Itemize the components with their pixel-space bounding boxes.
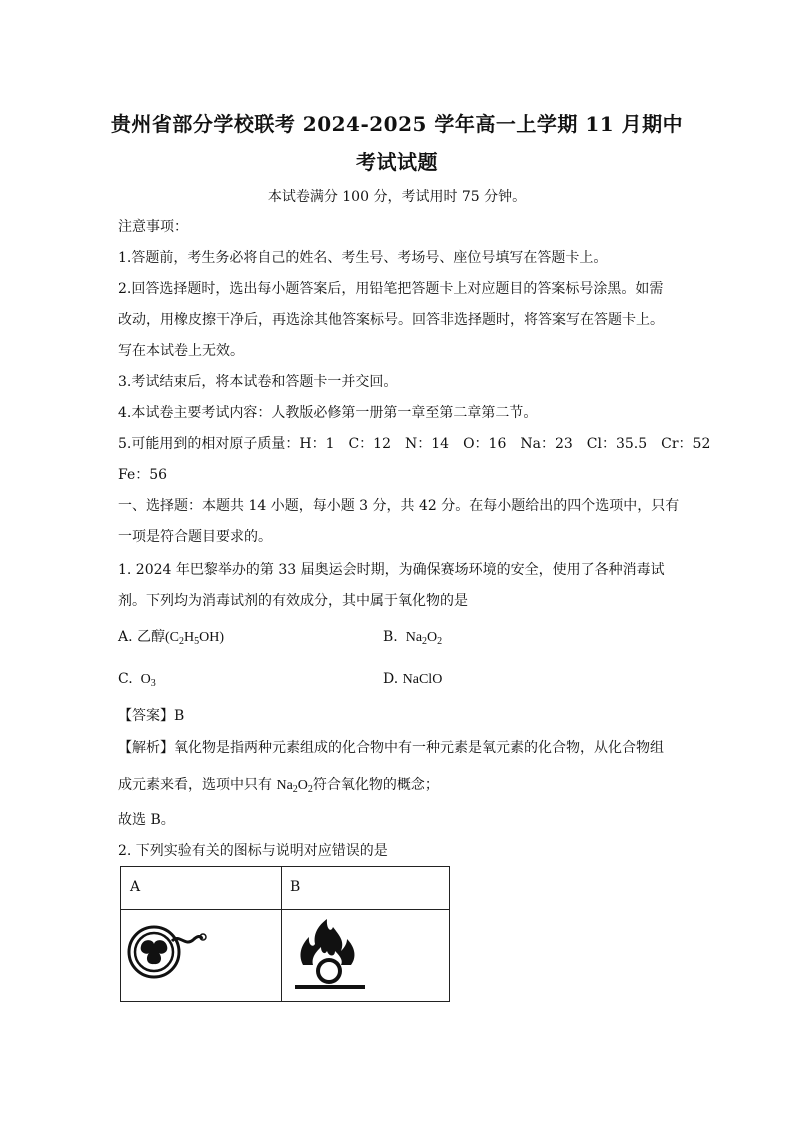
section-1-heading-line2: 一项是符合题目要求的。: [118, 529, 272, 545]
exam-subtitle: 本试卷满分 100 分，考试用时 75 分钟。: [267, 189, 527, 205]
answer-value: B: [174, 708, 185, 724]
notice-item-2-line1: 2.回答选择题时，选出每小题答案后，用铅笔把答题卡上对应题目的答案标号涂黑。如需: [118, 281, 664, 297]
option-b-formula: $Na_2O_2$: [402, 630, 443, 647]
option-a-formula: $(C_2H_5OH)$: [165, 630, 225, 647]
analysis-label: 【解析】: [118, 740, 174, 756]
notice-item-5-line1: 5.可能用到的相对原子质量：H：1 C：12 N：14 O：16 Na：23 Cl：35.5 Cr：52: [118, 436, 711, 452]
notice-item-2-line2: 改动，用橡皮擦干净后，再选涂其他答案标号。回答非选择题时，将答案写在答题卡上。: [118, 312, 664, 328]
answer-label: 【答案】: [118, 708, 174, 724]
analysis-text-1: 氧化物是指两种元素组成的化合物中有一种元素是氧元素的化合物，从化合物组: [174, 740, 664, 756]
option-d-letter: D.: [383, 671, 399, 687]
oxidizer-flame-icon: [289, 913, 371, 995]
question-1-option-b: [383, 627, 442, 652]
table-header-a: A: [130, 879, 141, 895]
notice-item-2-line3: 写在本试卷上无效。: [118, 343, 244, 359]
table-header-b: B: [290, 879, 301, 895]
question-2-stem: 2. 下列实验有关的图标与说明对应错误的是: [118, 843, 388, 859]
analysis-formula: $Na_2O_2$: [276, 778, 313, 795]
notice-heading: 注意事项：: [118, 219, 188, 235]
notice-item-4: 4.本试卷主要考试内容：人教版必修第一册第一章至第二章第二节。: [118, 405, 538, 421]
question-1-option-a: [118, 627, 224, 652]
section-1-heading-line1: 一、选择题：本题共 14 小题，每小题 3 分，共 42 分。在每小题给出的四个选项中，只有: [118, 498, 680, 514]
question-1-conclusion: 故选 B。: [118, 812, 175, 828]
question-2-table: [120, 866, 450, 1002]
option-a-letter: A.: [118, 629, 133, 645]
notice-item-1: 1.答题前，考生务必将自己的姓名、考生号、考场号、座位号填写在答题卡上。: [118, 250, 608, 266]
table-divider-horizontal: [121, 909, 449, 910]
notice-item-5-line2: Fe：56: [118, 467, 168, 483]
exam-title-line2: 考试试题: [356, 150, 438, 174]
exam-title-line1: 贵州省部分学校联考 2024-2025 学年高一上学期 11 月期中: [110, 112, 684, 136]
analysis-text-2b: 符合氧化物的概念；: [312, 777, 439, 793]
option-a-text: 乙醇: [137, 629, 166, 645]
option-d-text: NaClO: [402, 672, 443, 687]
option-c-letter: C.: [118, 671, 133, 687]
option-c-formula: $O_3$: [137, 672, 156, 689]
question-1-option-c: [118, 669, 156, 694]
question-1-analysis-line2: [118, 775, 678, 800]
notice-item-3: 3.考试结束后，将本试卷和答题卡一并交回。: [118, 374, 398, 390]
question-1-analysis-line1: [118, 738, 678, 758]
question-1-stem-line1: 1. 2024 年巴黎举办的第 33 届奥运会时期，为确保赛场环境的安全，使用了各种消毒试: [118, 562, 665, 578]
hot-hazard-icon: [127, 917, 213, 987]
question-1-answer: [118, 706, 678, 726]
table-divider-vertical: [281, 867, 282, 1001]
question-1-option-d: [383, 669, 442, 690]
question-1-stem-line2: 剂。下列均为消毒试剂的有效成分，其中属于氧化物的是: [118, 593, 468, 609]
analysis-text-2a: 成元素来看，选项中只有: [118, 777, 277, 793]
option-b-letter: B.: [383, 629, 398, 645]
